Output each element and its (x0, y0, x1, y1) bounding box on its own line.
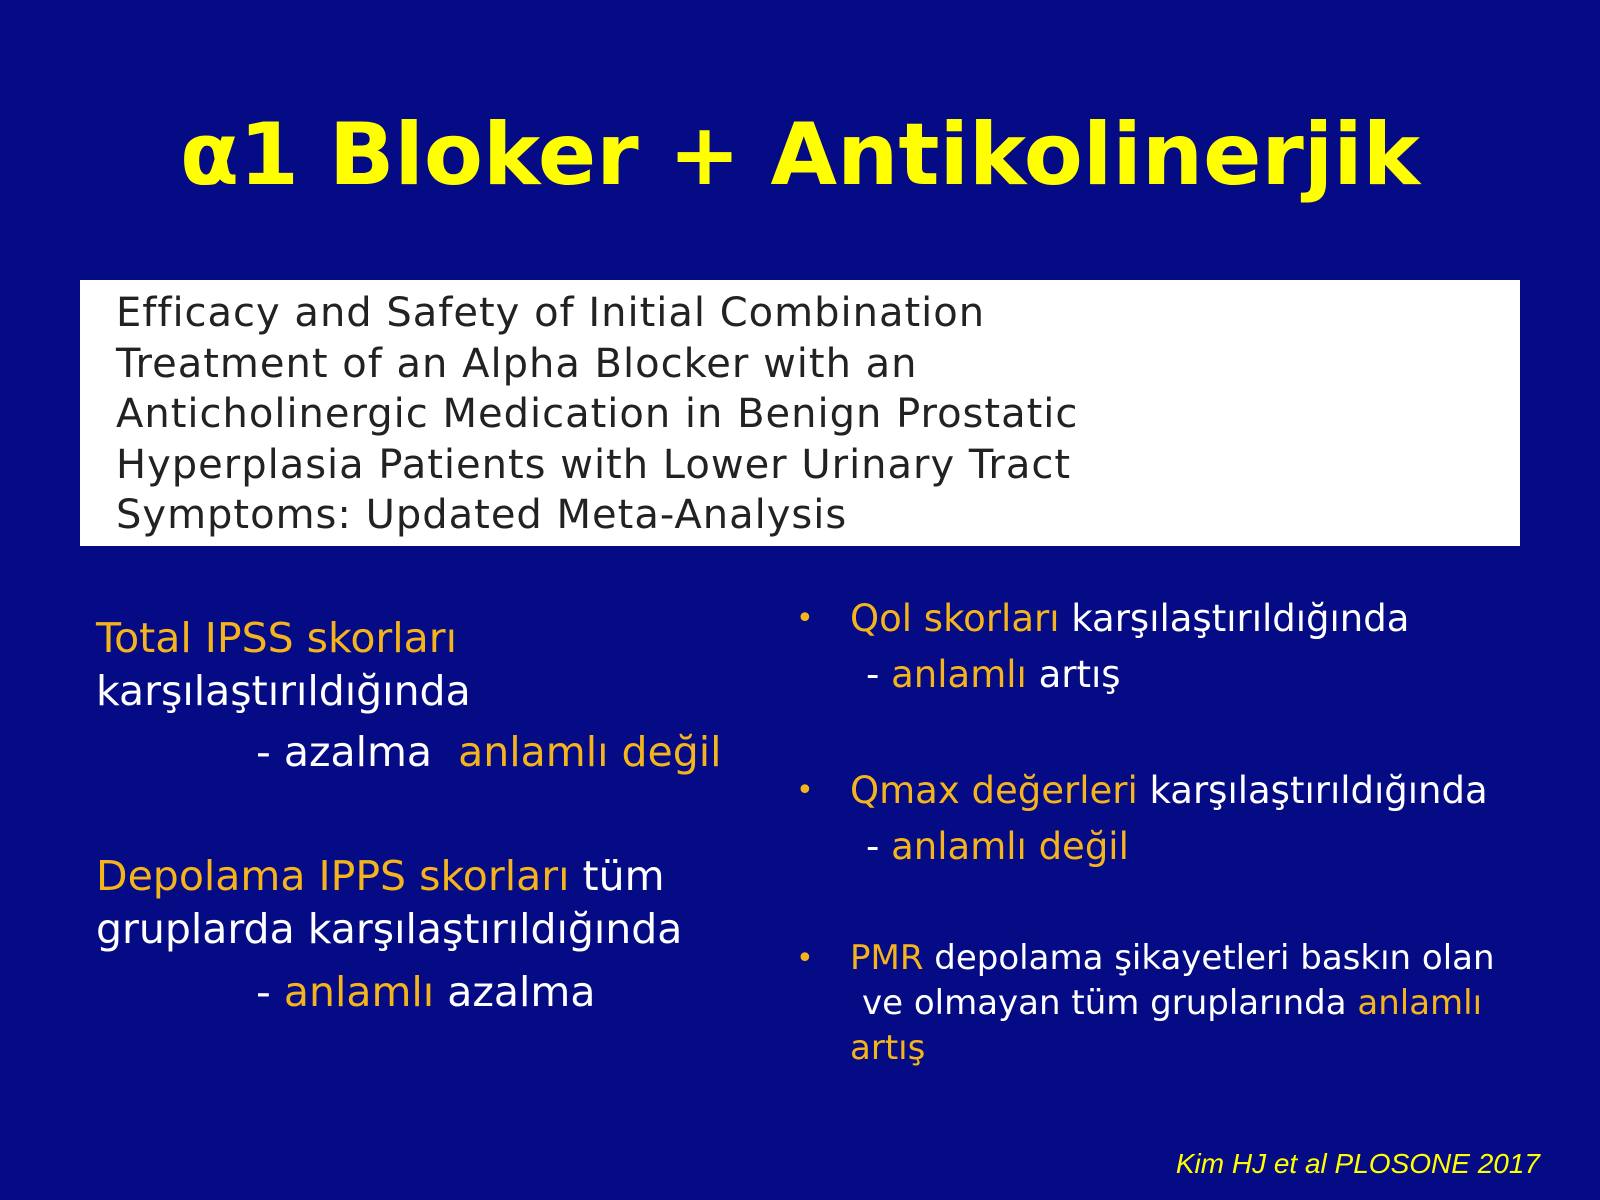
storage-result-dash: - (256, 968, 271, 1016)
qol-result-dash: - (866, 653, 880, 696)
ipss-result (256, 726, 722, 779)
qol-result-text: artış (1038, 653, 1121, 696)
citation: Kim HJ et al PLOSONE 2017 (1175, 1148, 1540, 1179)
qol-compared: karşılaştırıldığında (1071, 597, 1410, 640)
ipss-label: Total IPSS skorları (96, 614, 458, 662)
paper-title-line: Hyperplasia Patients with Lower Urinary Tract (116, 441, 1072, 488)
qmax-result-highlight: anlamlı değil (891, 825, 1129, 868)
storage-text: tüm (582, 852, 665, 900)
pmr-text3: artış (850, 1028, 926, 1068)
qmax-compared: karşılaştırıldığında (1149, 769, 1488, 812)
storage-result-highlight: anlamlı (283, 968, 435, 1016)
ipss-result-highlight: anlamlı değil (458, 728, 722, 776)
pmr-highlight: anlamlı (1357, 983, 1483, 1023)
storage-compared: gruplarda karşılaştırıldığında (96, 905, 683, 953)
ipss-result-prefix: - azalma (256, 728, 433, 776)
bullet-icon: • (796, 941, 814, 976)
pmr-label: PMR (850, 938, 924, 978)
ipss-compared: karşılaştırıldığında (96, 667, 471, 715)
ipss-block (96, 612, 471, 718)
pmr-text1: depolama şikayetleri baskın olan (934, 938, 1495, 978)
bullet-icon: • (796, 601, 814, 636)
bullet-icon: • (796, 773, 814, 808)
paper-title-line: Treatment of an Alpha Blocker with an (116, 340, 918, 387)
storage-block (96, 850, 682, 956)
paper-title-line: Efficacy and Safety of Initial Combination (116, 290, 986, 336)
paper-title (116, 288, 1520, 541)
storage-label: Depolama IPPS skorları (96, 852, 570, 900)
storage-result (256, 966, 595, 1019)
qol-result-highlight: anlamlı (891, 653, 1027, 696)
slide-title: α1 Bloker + Antikolinerjik (180, 105, 1420, 205)
paper-title-box (80, 280, 1520, 546)
pmr-text2: ve olmayan tüm gruplarında (862, 983, 1347, 1023)
paper-title-line: Symptoms: Updated Meta-Analysis (116, 492, 848, 538)
paper-title-line: Anticholinergic Medication in Benign Prostatic (116, 391, 1079, 437)
qol-label: Qol skorları (850, 597, 1060, 640)
qmax-label: Qmax değerleri (850, 769, 1138, 812)
storage-result-text: azalma (447, 968, 596, 1016)
qmax-result-dash: - (866, 825, 880, 868)
